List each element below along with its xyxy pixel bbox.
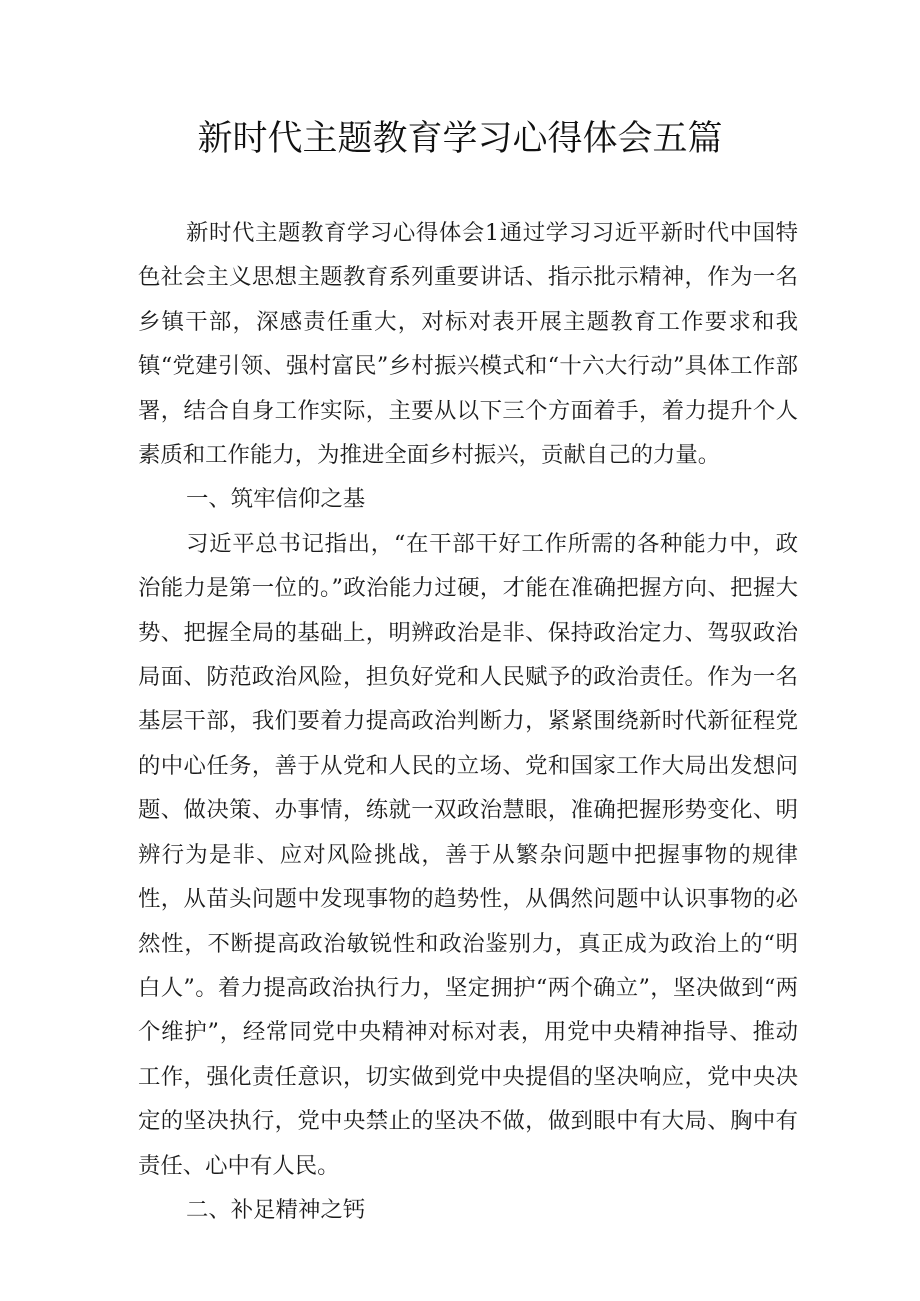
- section-heading-2: 二、补足精神之钙: [186, 1196, 366, 1223]
- intro-paragraph: 新时代主题教育学习心得体会1通过学习习近平新时代中国特色社会主义思想主题教育系列重要讲话、指示批示精神，作为一名乡镇干部，深感责任重大，对标对表开展主题教育工作要求和我镇“党建引领、强村富民”乡村振兴模式和“十六大行动”具体工作部署，结合自身工作实际，主要从以下三个方面着手，着力提升个人素质和工作能力，为推进全面乡村振兴，贡献自己的力量。: [138, 220, 798, 469]
- section-heading-1: 一、筑牢信仰之基: [186, 486, 366, 513]
- document-body: [138, 211, 798, 1232]
- section-paragraph-1: 习近平总书记指出，“在干部干好工作所需的各种能力中，政治能力是第一位的。”政治能力过硬，才能在准确把握方向、把握大势、把握全局的基础上，明辨政治是非、保持政治定力、驾驭政治局面、防范政治风险，担负好党和人民赋予的政治责任。作为一名基层干部，我们要着力提高政治判断力，紧紧围绕新时代新征程党的中心任务，善于从党和人民的立场、党和国家工作大局出发想问题、做决策、办事情，练就一双政治慧眼，准确把握形势变化、明辨行为是非、应对风险挑战，善于从繁杂问题中把握事物的规律性，从苗头问题中发现事物的趋势性，从偶然问题中认识事物的必然性，不断提高政治敏锐性和政治鉴别力，真正成为政治上的“明白人”。着力提高政治执行力，坚定拥护“两个确立”，坚决做到“两个维护”，经常同党中央精神对标对表，用党中央精神指导、推动工作，强化责任意识，切实做到党中央提倡的坚决响应，党中央决定的坚决执行，党中央禁止的坚决不做，做到眼中有大局、胸中有责任、心中有人民。: [138, 530, 798, 1179]
- document-title: 新时代主题教育学习心得体会五篇: [197, 119, 723, 159]
